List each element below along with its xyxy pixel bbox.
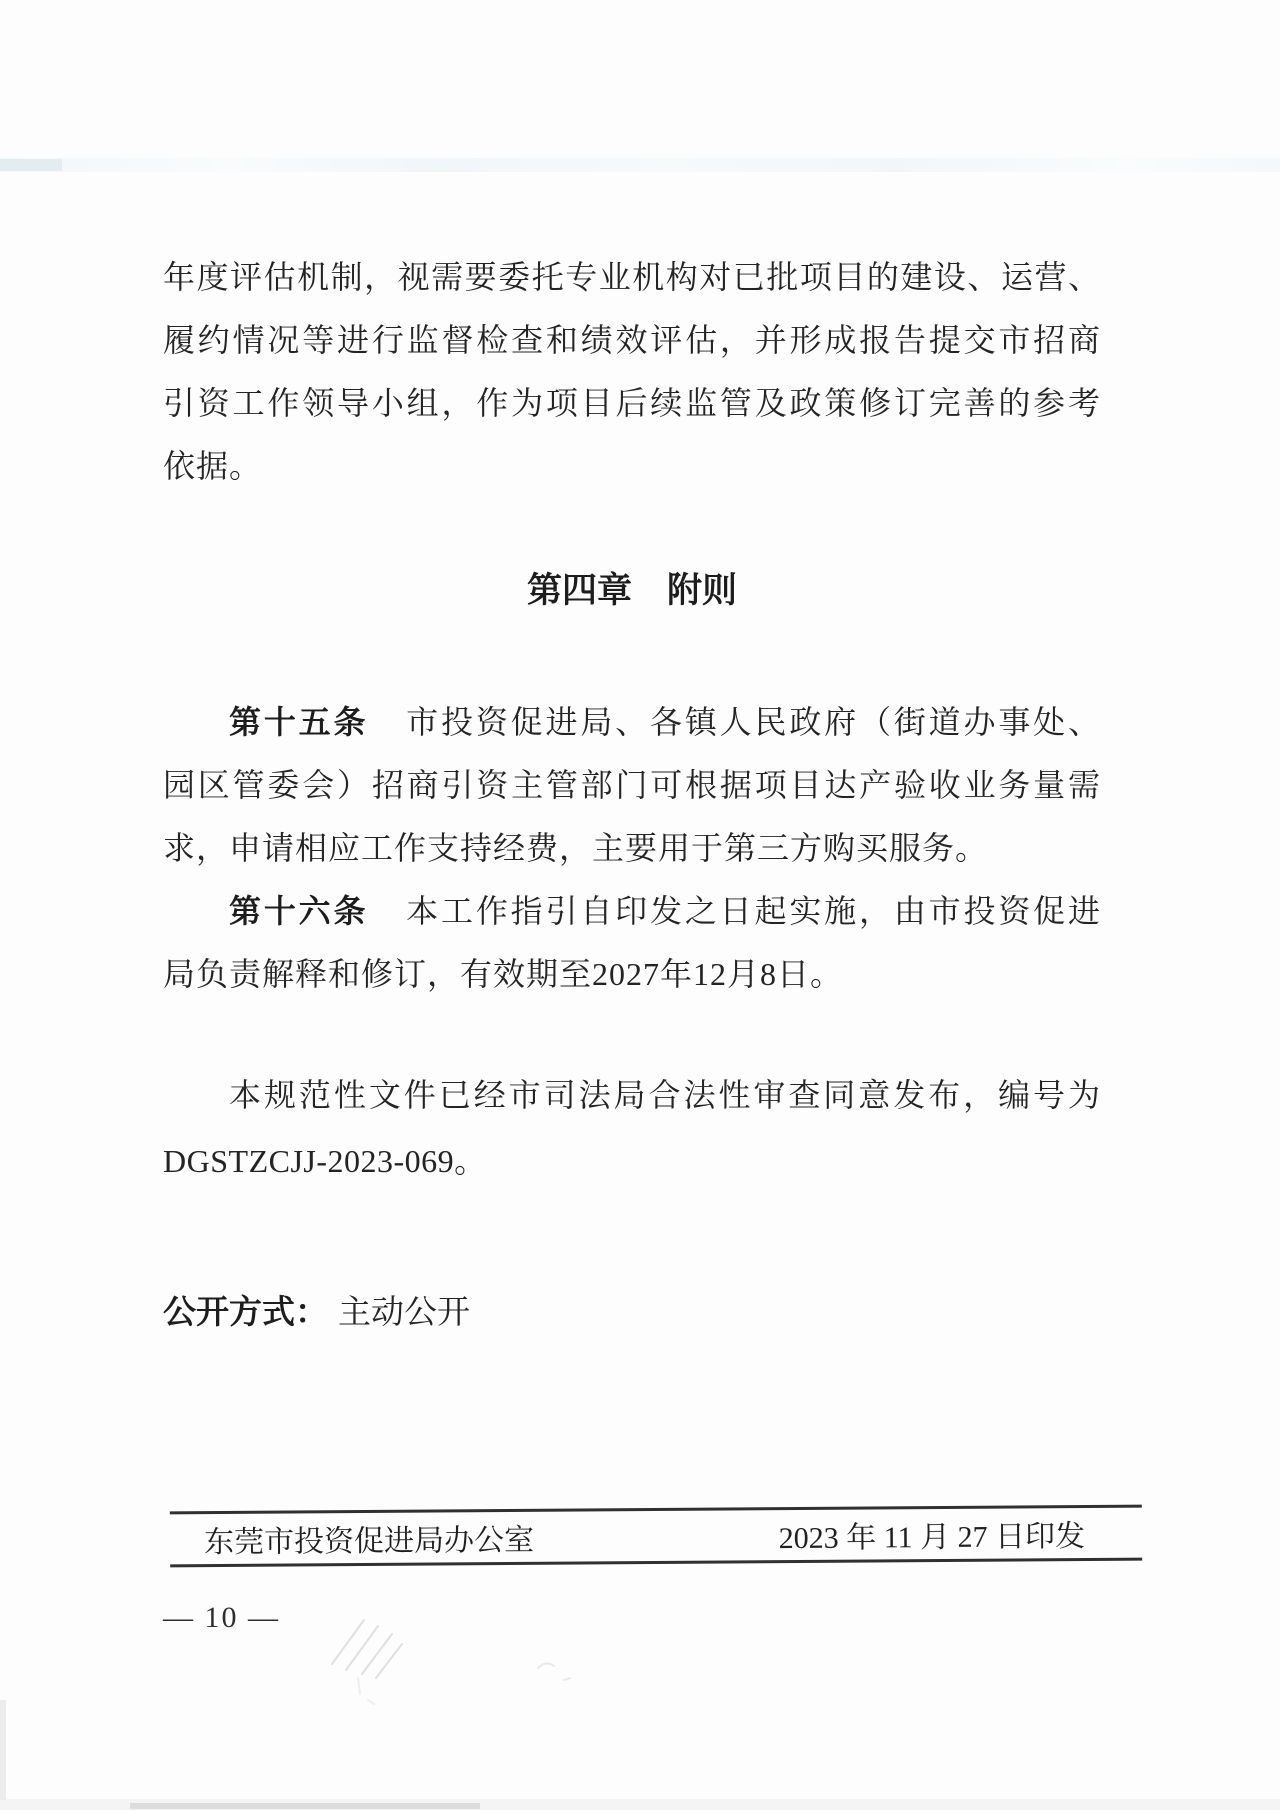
scan-artifact-bottom-dark-strip: [130, 1803, 480, 1809]
footer-office: 东莞市投资促进局办公室: [203, 1523, 535, 1560]
term-gap: [368, 921, 404, 922]
article-15-line1: 市投资促进局、各镇人民政府（街道办事处、: [404, 704, 1101, 740]
text-line: 求，申请相应工作支持经费，主要用于第三方购买服务。: [163, 830, 989, 866]
text-line: 履约情况等进行监督检查和绩效评估，并形成报告提交市招商: [163, 322, 1101, 358]
text-line: [163, 880, 1101, 943]
scan-speck-artifact: [348, 1670, 388, 1710]
footer-row: [170, 1508, 1142, 1565]
publicity-line: [163, 1280, 1101, 1343]
paragraph-annual-evaluation: [163, 246, 1101, 498]
paragraph-article-16: [163, 880, 1101, 1006]
footer-print-block: [170, 1505, 1142, 1568]
text-line: 引资工作领导小组，作为项目后续监管及政策修订完善的参考: [163, 385, 1101, 421]
chapter-heading-text: 第四章 附则: [526, 571, 737, 610]
footer-print-date: 2023 年 11 月 27 日印发: [778, 1520, 1086, 1556]
term-gap: [368, 732, 404, 733]
publicity-value: 主动公开: [338, 1295, 470, 1331]
article-16-term: 第十六条: [229, 893, 369, 929]
text-line: 依据。: [163, 448, 263, 484]
scan-artifact-top-left-block: [0, 159, 62, 171]
publicity-label: 公开方式：: [163, 1293, 328, 1330]
text-line: 本规范性文件已经市司法局合法性审查同意发布，编号为: [229, 1077, 1101, 1113]
text-line: [163, 691, 1101, 754]
text-line: 园区管委会）招商引资主管部门可根据项目达产验收业务量需: [163, 767, 1101, 803]
article-16-line1: 本工作指引自印发之日起实施，由市投资促进: [404, 893, 1101, 929]
paragraph-legality-note: [163, 1062, 1101, 1194]
chapter-heading: [163, 562, 1101, 620]
paragraph-article-15: [163, 691, 1101, 880]
scan-artifact-top-band: [0, 158, 1280, 172]
text-line: 年度评估机制，视需要委托专业机构对已批项目的建设、运营、: [163, 259, 1101, 295]
scan-artifact-left-edge: [0, 1700, 6, 1800]
text-line: DGSTZCJJ-2023-069。: [163, 1143, 487, 1179]
article-15-term: 第十五条: [229, 704, 369, 740]
page-number: — 10 —: [163, 1601, 280, 1634]
text-line: 局负责解释和修订，有效期至2027年12月8日。: [163, 956, 844, 992]
scan-speck-artifact: [530, 1650, 590, 1700]
